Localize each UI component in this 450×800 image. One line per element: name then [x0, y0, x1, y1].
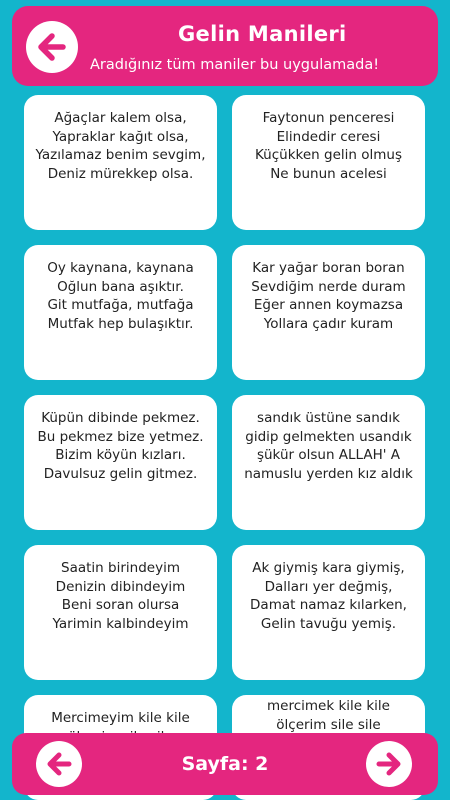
mani-line: Bizim köyün kızları. [55, 447, 186, 463]
mani-line: Ak giymiş kara giymiş, [252, 560, 405, 576]
page-indicator: Sayfa: 2 [181, 753, 269, 775]
pagination-bar [12, 733, 438, 795]
mani-line: Yazılamaz benim sevgim, [35, 147, 206, 163]
mani-card[interactable] [232, 245, 425, 380]
mani-text [232, 95, 425, 183]
mani-line: Damat namaz kılarken, [250, 597, 407, 613]
mani-line: Elindedir ceresi [276, 128, 381, 145]
mani-card[interactable] [24, 95, 217, 230]
mani-line: Oğlun bana aşıktır. [57, 278, 184, 295]
mani-line: Küpün dibinde pekmez. [41, 410, 200, 426]
mani-card[interactable] [24, 545, 217, 680]
mani-line: Mutfak hep bulaşıktır. [47, 315, 194, 332]
mani-line: sandık üstüne sandık [257, 410, 400, 426]
mani-line: Saatin birindeyim [61, 560, 180, 576]
mani-line: Dalları yer değmiş, [264, 578, 393, 595]
mani-line: Denizin dibindeyim [55, 578, 186, 595]
mani-line: namuslu yerden kız aldık [244, 465, 413, 482]
mani-text [24, 395, 217, 483]
mani-text [232, 395, 425, 483]
mani-text [24, 95, 217, 183]
mani-line: Kar yağar boran boran [252, 260, 405, 276]
page-subtitle: Aradığınız tüm maniler bu uygulamada! [90, 57, 380, 73]
mani-line: mercimek kile kile [267, 698, 390, 714]
mani-text [232, 245, 425, 333]
mani-line: ölçerim sile sile [276, 716, 381, 733]
mani-line: Küçükken gelin olmuş [255, 147, 402, 163]
page-title: Gelin Manileri [178, 22, 347, 46]
mani-card[interactable] [232, 95, 425, 230]
mani-line: Oy kaynana, kaynana [47, 260, 194, 276]
mani-line: gidip gelmekten usandık [245, 428, 412, 445]
mani-line: Beni soran olursa [61, 597, 180, 613]
mani-card[interactable] [24, 245, 217, 380]
mani-card[interactable] [24, 395, 217, 530]
mani-line: Eğer annen koymazsa [253, 297, 404, 313]
mani-line: Gelin tavuğu yemiş. [260, 615, 397, 632]
mani-card[interactable] [232, 545, 425, 680]
mani-line: Yarimin kalbindeyim [52, 615, 189, 632]
mani-line: Bu pekmez bize yetmez. [37, 428, 204, 445]
mani-card[interactable] [232, 395, 425, 530]
mani-line: Yapraklar kağıt olsa, [52, 128, 189, 145]
mani-text [24, 245, 217, 333]
mani-line: Davulsuz gelin gitmez. [43, 465, 198, 482]
arrow-right-icon [366, 741, 412, 787]
mani-line: Sevdiğim nerde duram [251, 278, 406, 295]
next-page-button[interactable] [366, 741, 412, 787]
mani-line: Git mutfağa, mutfağa [47, 297, 194, 313]
mani-line: Ağaçlar kalem olsa, [54, 110, 187, 126]
mani-line: Faytonun penceresi [262, 110, 395, 126]
mani-text [232, 545, 425, 633]
mani-text [24, 545, 217, 633]
mani-text [232, 695, 425, 734]
mani-line: Yollara çadır kuram [263, 315, 394, 332]
mani-line: Ne bunun acelesi [270, 165, 387, 182]
mani-line: Mercimeyim kile kile [51, 710, 190, 726]
mani-line: Deniz mürekkep olsa. [47, 165, 194, 182]
mani-line: şükür olsun ALLAH' A [256, 447, 401, 463]
